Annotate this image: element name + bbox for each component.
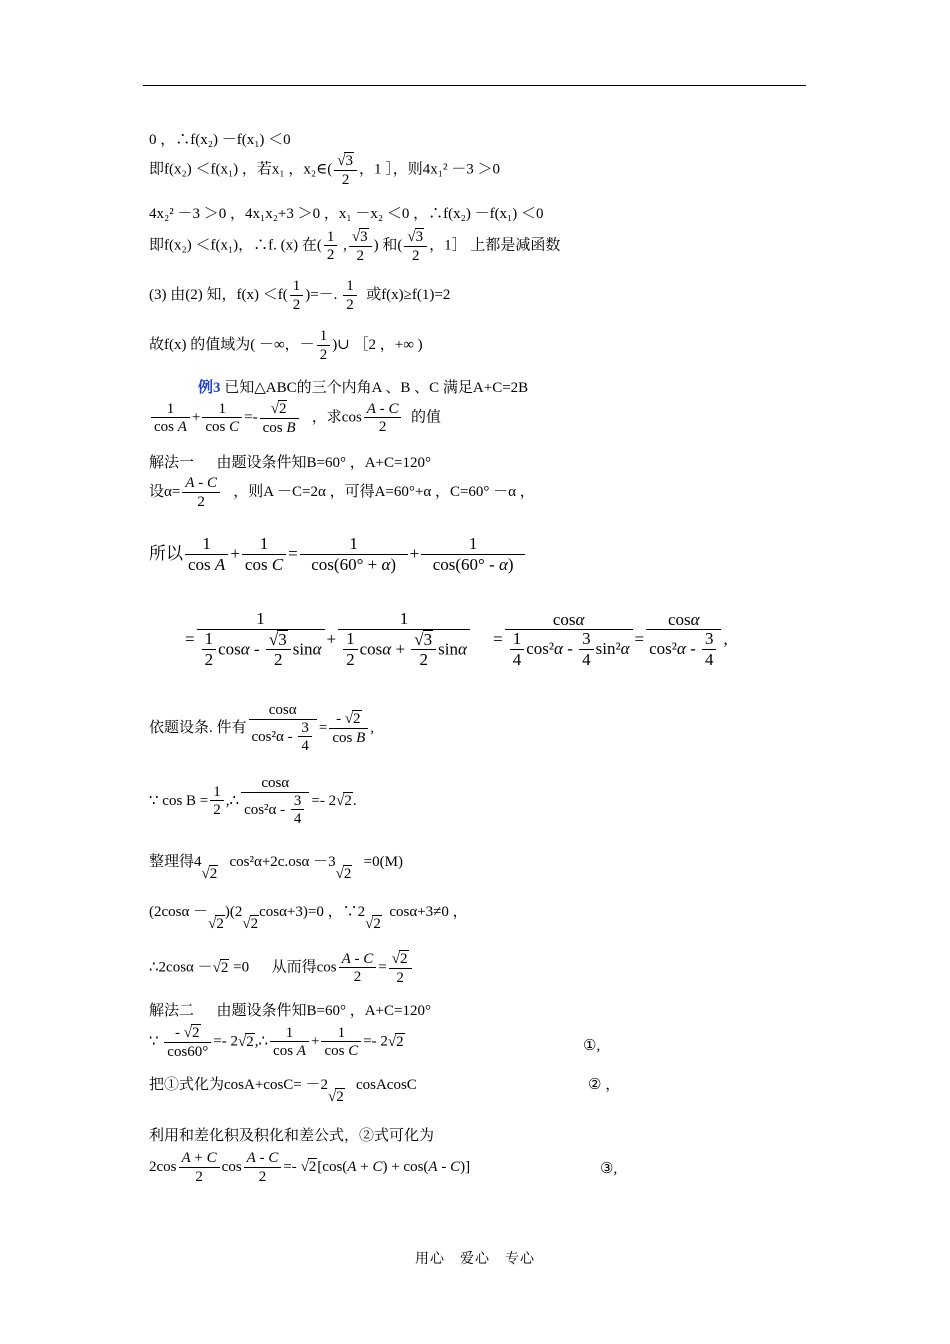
condition-line: 依题设条. 件有 cosα cos²α - $\frac{3}{4}$ = $\frac{- √2}{\text{cos B}}$ , bbox=[149, 702, 375, 754]
formula-intro: 利用和差化积及积化和差公式，②式可化为 bbox=[149, 1128, 435, 1144]
equation-3: 2cos $\frac{A + C}{2}$ cos $\frac{A - C}{2}$ =- √2[cos(A + C) + cos(A - C)] bbox=[149, 1150, 471, 1185]
example-condition: $\frac{1}{\text{cos A}}$ + $\frac{1}{\text{cos C}}$ =- $\frac{√2}{\text{cos B}}$ ，求cos $\frac{A - C}{2}$ 的值 bbox=[149, 400, 441, 437]
solution-1-heading: 解法一 由题设条件知B=60° ，A+C=120° bbox=[149, 455, 431, 471]
page-footer: 用心 爱心 专心 bbox=[415, 1252, 535, 1267]
factor-line: (2cosα －√2)(2√2cosα+3)=0 ，∵2√2 cosα+3≠0 ， bbox=[149, 904, 468, 932]
marker-1: ①, bbox=[583, 1038, 601, 1054]
example-3-heading: 例3 已知△ABC的三个内角A 、B 、C 满足A+C=2B bbox=[198, 380, 529, 396]
set-alpha-line: 设α= $\frac{A - C}{2}$ ，则A －C=2α ，可得A=60°+α ，C=60° －α ， bbox=[149, 475, 535, 510]
tidy-line: 整理得4√2 cos²α+2c.osα －3√2 =0(M) bbox=[149, 854, 403, 882]
cosB-line: ∵ cos B = $\frac{1}{2}$ ,∴ cosα cos²α - $\frac{3}{4}$ =- 2√2. bbox=[149, 775, 357, 827]
line-6: 故f(x) 的值域为( －∞，－ $\frac{1}{2}$ )∪ ［2 ，+∞ ) bbox=[149, 328, 423, 363]
rewrite-line: 把①式化为cosA+cosC= －2√2 cosAcosC bbox=[149, 1077, 417, 1105]
marker-2: ② ， bbox=[588, 1077, 621, 1093]
marker-3: ③, bbox=[600, 1161, 618, 1177]
expansion-equation: = 1 $\frac{1}{2}$ cosα - $\frac{√3}{2}$ sinα + 1 $\frac{1}{2}$ cosα + $\frac{√3}{2}$ sinα = cosα $\frac{1}{4}$ cos²α - $\frac{3}{4}$ sin²α = cosα cos²α - $\frac{3}{4}$ , bbox=[185, 609, 728, 670]
line-5: (3) 由(2) 知，f(x) ＜f( $\frac{1}{2}$ )=－. $\frac{1}{2}$ 或f(x)≥f(1)=2 bbox=[149, 278, 451, 313]
equation-1: ∵ $\frac{- √2}{\cos 60^\circ}$ =- 2√2,∴ $\frac{1}{\text{cos A}}$ + $\frac{1}{\text{cos C}}$ =- 2√2 bbox=[149, 1024, 404, 1060]
line-1: 0 ，∴f(x₂) －f(x₁) ＜0 bbox=[149, 132, 291, 148]
result-line: ∴2cosα －√2 =0 从而得cos $\frac{A - C}{2}$ = $\frac{√2}{2}$ bbox=[149, 950, 414, 987]
line-2: 即f(x₂) ＜f(x₁) ，若x₁ ，x₂∈( $\frac{√3}{2}$ ，1 ］，则4x₁² －3 ＞0 bbox=[149, 153, 500, 188]
suoyi-equation: 所以 $\frac{1}{\text{cos A}}$ + $\frac{1}{\text{cos C}}$ = $\frac{1}{\cos(60^\circ + \alpha)}$ + $\frac{1}{\cos(60^\circ - \alpha)}$ bbox=[149, 535, 527, 575]
example-label: 例3 bbox=[198, 380, 221, 396]
line-4: 即f(x₂) ＜f(x₁)，∴f. (x) 在( $\frac{1}{2}$ , $\frac{√3}{2}$ ) 和( $\frac{√3}{2}$ ，1］ 上都是减函数 bbox=[149, 228, 561, 264]
header-rule bbox=[143, 85, 806, 86]
line-3: 4x₂² －3 ＞0 ，4x₁x₂+3 ＞0 ，x₁ －x₂ ＜0 ，∴f(x₂) －f(x₁) ＜0 bbox=[149, 206, 544, 222]
solution-2-heading: 解法二 由题设条件知B=60° ，A+C=120° bbox=[149, 1003, 431, 1019]
